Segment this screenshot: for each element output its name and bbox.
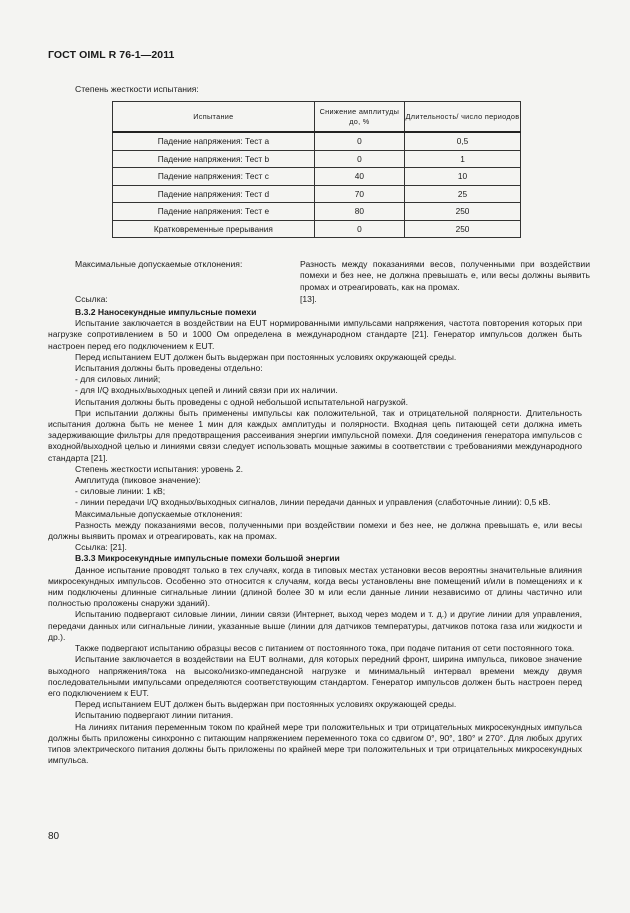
paragraph: При испытании должны быть применены импульсы как положительной, так и отрицательной полярности. Длительность испытания должна быть не менее 1 мин для каждых амплитуды и полярности. Входная цепь питающей сети должна иметь задерживающие фильтры для предотвращения рассеивания энергии импульсной помехи. Для соединения генератора импульсов с входной/выходной целью и линиями связи следует использовать мощные зажимы в соответствии с требованиями международного стандарта [21]. (48, 407, 582, 463)
table-row (113, 168, 521, 186)
paragraph: Испытание заключается в воздействии на EUT нормированными импульсами напряжения, частота повторения которых при нагрузке сопротивлением в 50 и 1000 Ом определена в международном стандарте [21]. Генератор импульсов должен быть настроен перед его подключением к EUT. (48, 318, 582, 351)
reduction-cell: 80 (314, 203, 404, 221)
duration-cell: 10 (405, 168, 521, 186)
tolerance-text: Разность между показаниями весов, полученными при воздействии помехи и без нее, не должна превышать e, или весы должны выявить промах и отреагировать, как на промах. (300, 259, 590, 292)
reference-label: Ссылка: (75, 294, 108, 304)
table-row (113, 185, 521, 203)
paragraph: Также подвергают испытанию образцы весов с питанием от постоянного тока, при подаче питания от сети постоянного тока. (75, 643, 575, 654)
test-cell: Падение напряжения: Тест d (113, 185, 315, 203)
duration-cell: 0,5 (405, 132, 521, 150)
header-duration: Длительность/ число периодов (405, 102, 521, 133)
paragraph: На линиях питания переменным током по крайней мере три положительных и три отрицательных микросекундных импульса должны быть приложены синхронно с питающим напряжением переменного тока со сдвигом 0°, 90°, 180° и 270°. Для любых других типов электрического питания должны быть приложены по крайней мере три положительных и три отрицательных микросекундных импульса. (48, 721, 582, 766)
reduction-cell: 40 (314, 168, 404, 186)
duration-cell: 1 (405, 150, 521, 168)
reference-value: [13]. (300, 294, 317, 304)
tolerance-label: Максимальные допускаемые отклонения: (75, 259, 243, 269)
body-text (48, 307, 582, 766)
paragraph: Перед испытанием EUT должен быть выдержан при постоянных условиях окружающей среды. (75, 699, 457, 710)
table-row (113, 132, 521, 150)
section-heading: B.3.2 Наносекундные импульсные помехи (75, 307, 257, 317)
paragraph: Разность между показаниями весов, полученными при воздействии помехи и без нее, не должна превышать e, или весы должны выявить промах и отреагировать, как на промах. (48, 519, 582, 542)
severity-table (112, 101, 521, 238)
test-cell: Падение напряжения: Тест a (113, 132, 315, 150)
section-heading: B.3.3 Микросекундные импульсные помехи большой энергии (75, 553, 340, 564)
table-header-row (113, 102, 521, 133)
test-cell: Кратковременные прерывания (113, 220, 315, 238)
duration-cell: 250 (405, 203, 521, 221)
header-test: Испытание (113, 102, 315, 133)
paragraph: Данное испытание проводят только в тех случаях, когда в типовых местах установки весов вероятны значительные влияния микросекундных импульсов. Особенно это относится к случаям, когда весы установлены вне помещений и/или в помещениях и к ним подключены длинные сигнальные линии (длиной более 30 м или если данные линии независимо от длины частично или полностью проложены снаружи зданий). (48, 564, 582, 609)
table-row (113, 203, 521, 221)
paragraph: Максимальные допускаемые отклонения: (75, 508, 243, 519)
test-cell: Падение напряжения: Тест b (113, 150, 315, 168)
test-cell: Падение напряжения: Тест c (113, 168, 315, 186)
reduction-cell: 0 (314, 132, 404, 150)
paragraph: Амплитуда (пиковое значение): (75, 475, 201, 486)
paragraph: - линии передачи I/Q входных/выходных сигналов, линии передачи данных и управления (слаботочные линии): 0,5 кВ. (75, 497, 551, 508)
reduction-cell: 0 (314, 150, 404, 168)
table-body (113, 132, 521, 238)
table-row (113, 220, 521, 238)
severity-intro: Степень жесткости испытания: (75, 84, 199, 94)
page-number: 80 (48, 831, 60, 842)
document-header: ГОСТ OIML R 76-1—2011 (48, 49, 175, 61)
paragraph: Испытанию подвергают силовые линии, линии связи (Интернет, выход через модем и т. д.) и другие линии для управления, передачи данных или сигнальные линии, указанные выше (линии для датчиков температуры, датчиков потока газа или жидкости и др.). (48, 609, 582, 642)
header-reduction: Снижение амплитуды до, % (314, 102, 404, 133)
duration-cell: 25 (405, 185, 521, 203)
paragraph: Испытания должны быть проведены отдельно: (75, 363, 263, 374)
reduction-cell: 70 (314, 185, 404, 203)
paragraph: Степень жесткости испытания: уровень 2. (75, 463, 243, 474)
paragraph: - для I/Q входных/выходных цепей и линий связи при их наличии. (75, 385, 338, 396)
paragraph: - для силовых линий; (75, 374, 161, 385)
paragraph: Испытанию подвергают линии питания. (75, 710, 234, 721)
table-row (113, 150, 521, 168)
paragraph: Испытания должны быть проведены с одной небольшой испытательной нагрузкой. (75, 396, 409, 407)
test-cell: Падение напряжения: Тест e (113, 203, 315, 221)
paragraph: Перед испытанием EUT должен быть выдержан при постоянных условиях окружающей среды. (75, 351, 457, 362)
reduction-cell: 0 (314, 220, 404, 238)
duration-cell: 250 (405, 220, 521, 238)
paragraph: Ссылка: [21]. (75, 542, 127, 553)
paragraph: Испытание заключается в воздействии на EUT волнами, для которых передний фронт, ширина импульса, пиковое значение выходного напряжения/тока на высоко/низко-импедансной нагрузке и минимальный интервал времени между двумя последовательными импульсами определяются соответствующим стандартом. Генератор импульсов должен быть настроен перед его подключением к EUT. (48, 654, 582, 698)
paragraph: - силовые линии: 1 кВ; (75, 486, 166, 497)
